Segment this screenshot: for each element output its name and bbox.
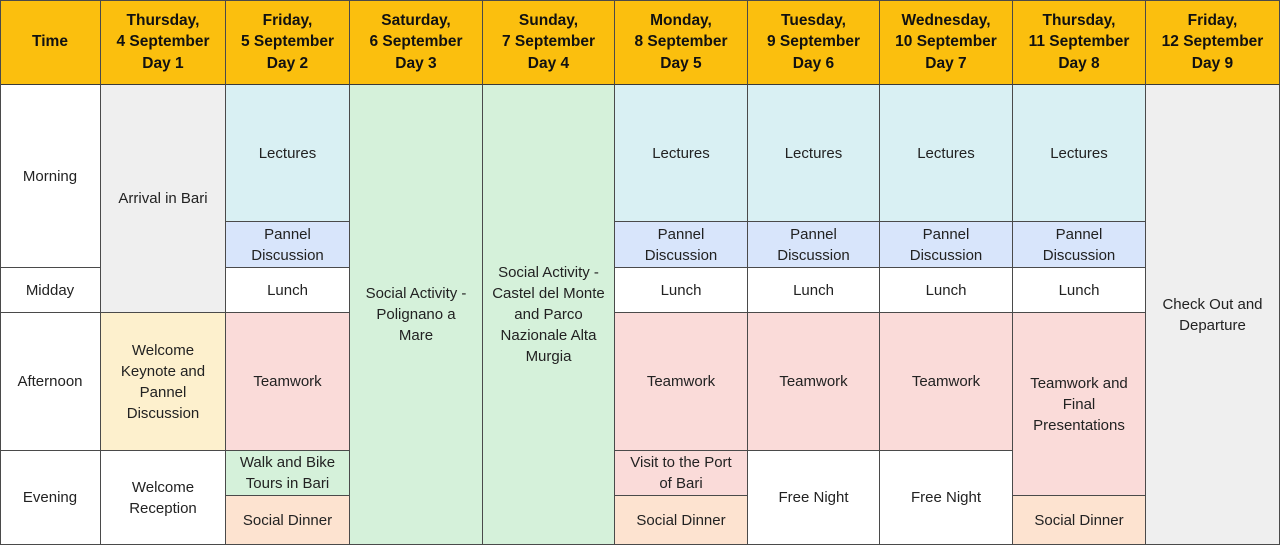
day7-lunch: Lunch (880, 268, 1013, 313)
header-day-1: Thursday, 4 September Day 1 (101, 0, 226, 85)
day6-lectures: Lectures (748, 85, 880, 222)
day8-social-dinner: Social Dinner (1013, 496, 1146, 545)
header-day-3: Saturday, 6 September Day 3 (350, 0, 483, 85)
time-midday: Midday (0, 268, 101, 313)
day6-panel: Pannel Discussion (748, 222, 880, 268)
day7-panel: Pannel Discussion (880, 222, 1013, 268)
day1-welcome-keynote: Welcome Keynote and Pannel Discussion (101, 313, 226, 451)
header-day-7: Wednesday, 10 September Day 7 (880, 0, 1013, 85)
day2-lunch: Lunch (226, 268, 350, 313)
day6-teamwork: Teamwork (748, 313, 880, 451)
day2-walk-bike: Walk and Bike Tours in Bari (226, 451, 350, 496)
header-day-9: Friday, 12 September Day 9 (1146, 0, 1280, 85)
day1-welcome-reception: Welcome Reception (101, 451, 226, 545)
day7-teamwork: Teamwork (880, 313, 1013, 451)
day2-panel: Pannel Discussion (226, 222, 350, 268)
day5-social-dinner: Social Dinner (615, 496, 748, 545)
header-day-5: Monday, 8 September Day 5 (615, 0, 748, 85)
header-time: Time (0, 0, 101, 85)
day4-social-activity: Social Activity - Castel del Monte and Parco Nazionale Alta Murgia (483, 85, 615, 545)
day1-arrival: Arrival in Bari (101, 85, 226, 313)
day5-lectures: Lectures (615, 85, 748, 222)
day7-lectures: Lectures (880, 85, 1013, 222)
day5-teamwork: Teamwork (615, 313, 748, 451)
header-day-2: Friday, 5 September Day 2 (226, 0, 350, 85)
day3-social-activity: Social Activity - Polignano a Mare (350, 85, 483, 545)
day2-teamwork: Teamwork (226, 313, 350, 451)
day8-teamwork-final: Teamwork and Final Presentations (1013, 313, 1146, 496)
day9-checkout: Check Out and Departure (1146, 85, 1280, 545)
day7-free-night: Free Night (880, 451, 1013, 545)
day5-visit-port: Visit to the Port of Bari (615, 451, 748, 496)
day6-free-night: Free Night (748, 451, 880, 545)
time-morning: Morning (0, 85, 101, 268)
header-day-8: Thursday, 11 September Day 8 (1013, 0, 1146, 85)
day8-lunch: Lunch (1013, 268, 1146, 313)
day5-panel: Pannel Discussion (615, 222, 748, 268)
day8-lectures: Lectures (1013, 85, 1146, 222)
day2-social-dinner: Social Dinner (226, 496, 350, 545)
day8-panel: Pannel Discussion (1013, 222, 1146, 268)
day5-lunch: Lunch (615, 268, 748, 313)
time-afternoon: Afternoon (0, 313, 101, 451)
header-day-4: Sunday, 7 September Day 4 (483, 0, 615, 85)
day2-lectures: Lectures (226, 85, 350, 222)
time-evening: Evening (0, 451, 101, 545)
day6-lunch: Lunch (748, 268, 880, 313)
header-day-6: Tuesday, 9 September Day 6 (748, 0, 880, 85)
